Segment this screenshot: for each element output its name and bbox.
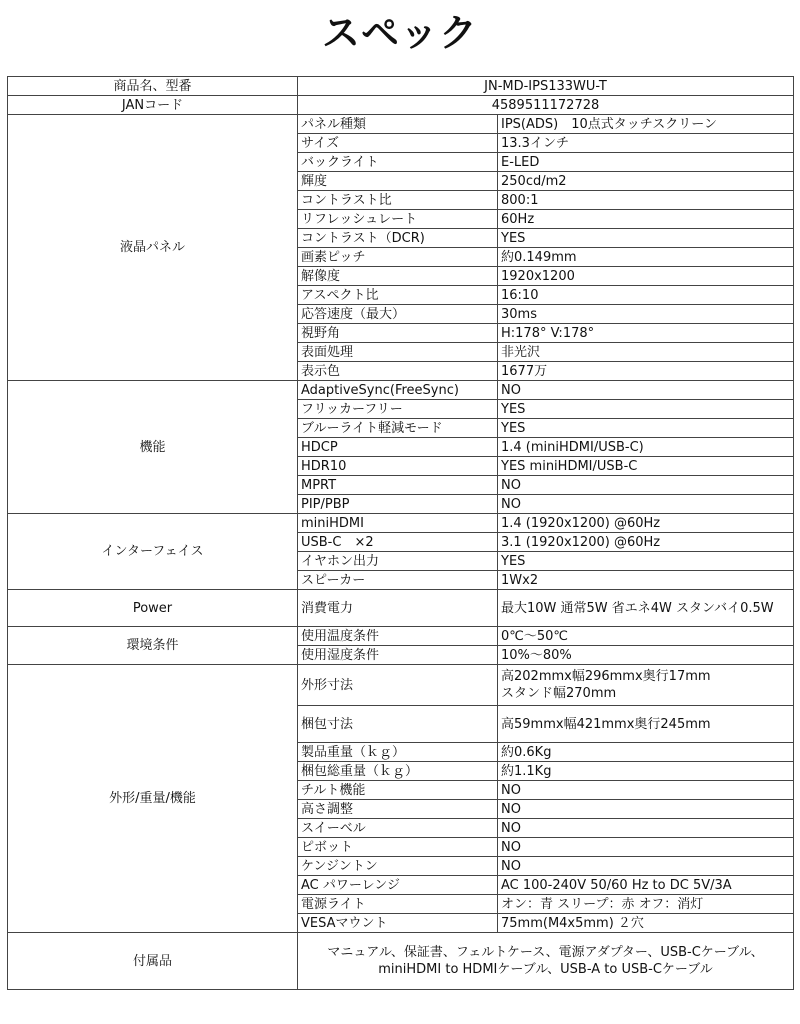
spec-label: 表面処理: [298, 343, 498, 362]
spec-value: 10%～80%: [498, 646, 794, 665]
spec-label: 使用温度条件: [298, 627, 498, 646]
accessories-label: 付属品: [8, 933, 298, 990]
category-features: 機能: [8, 381, 298, 514]
spec-label: イヤホン出力: [298, 552, 498, 571]
spec-value: 高59mmx幅421mmx奥行245mm: [498, 706, 794, 743]
category-dimensions: 外形/重量/機能: [8, 665, 298, 933]
spec-label: 画素ピッチ: [298, 248, 498, 267]
spec-value: 1677万: [498, 362, 794, 381]
spec-value: YES: [498, 400, 794, 419]
spec-label: ピボット: [298, 838, 498, 857]
spec-label: リフレッシュレート: [298, 210, 498, 229]
table-row: [8, 514, 794, 533]
spec-label: 消費電力: [298, 590, 498, 627]
spec-value: 13.3インチ: [498, 134, 794, 153]
spec-value: 1Wx2: [498, 571, 794, 590]
spec-label: HDR10: [298, 457, 498, 476]
spec-label: AC パワーレンジ: [298, 876, 498, 895]
spec-value: YES miniHDMI/USB-C: [498, 457, 794, 476]
category-interface: インターフェイス: [8, 514, 298, 590]
table-row: [8, 115, 794, 134]
spec-value: YES: [498, 229, 794, 248]
spec-value: 3.1 (1920x1200) @60Hz: [498, 533, 794, 552]
spec-value: 最大10W 通常5W 省エネ4W スタンバイ0.5W: [498, 590, 794, 627]
spec-label: スピーカー: [298, 571, 498, 590]
accessories-line: マニュアル、保証書、フェルトケース、電源アダプター、USB-Cケーブル、: [327, 945, 764, 960]
spec-value: 75mm(M4x5mm) ２穴: [498, 914, 794, 933]
table-row: [8, 96, 794, 115]
product-name-value: JN-MD-IPS133WU-T: [298, 77, 794, 96]
spec-label: ケンジントン: [298, 857, 498, 876]
spec-value: NO: [498, 838, 794, 857]
spec-table: [7, 76, 794, 990]
spec-value: E-LED: [498, 153, 794, 172]
spec-value: NO: [498, 781, 794, 800]
table-row: [8, 665, 794, 706]
spec-value: NO: [498, 476, 794, 495]
spec-value: [498, 665, 794, 706]
spec-value: オン：青 スリープ：赤 オフ：消灯: [498, 895, 794, 914]
spec-label: ブルーライト軽減モード: [298, 419, 498, 438]
spec-value: NO: [498, 819, 794, 838]
spec-label: コントラスト比: [298, 191, 498, 210]
category-environment: 環境条件: [8, 627, 298, 665]
spec-label: パネル種類: [298, 115, 498, 134]
spec-value: 60Hz: [498, 210, 794, 229]
spec-label: 使用湿度条件: [298, 646, 498, 665]
product-name-label: 商品名、型番: [8, 77, 298, 96]
spec-value: NO: [498, 381, 794, 400]
table-row: [8, 77, 794, 96]
spec-value: 800:1: [498, 191, 794, 210]
spec-value: NO: [498, 857, 794, 876]
table-row: [8, 381, 794, 400]
spec-value: 1920x1200: [498, 267, 794, 286]
spec-label: チルト機能: [298, 781, 498, 800]
spec-label: PIP/PBP: [298, 495, 498, 514]
spec-label: バックライト: [298, 153, 498, 172]
spec-value: YES: [498, 419, 794, 438]
spec-value: 約1.1Kg: [498, 762, 794, 781]
accessories-line: miniHDMI to HDMIケーブル、USB-A to USB-Cケーブル: [378, 962, 713, 977]
dimensions-line: 高202mmx幅296mmx奥行17mm: [501, 669, 711, 684]
spec-value: 1.4 (1920x1200) @60Hz: [498, 514, 794, 533]
spec-value: AC 100-240V 50/60 Hz to DC 5V/3A: [498, 876, 794, 895]
spec-label: 輝度: [298, 172, 498, 191]
jan-code-value: 4589511172728: [298, 96, 794, 115]
spec-label: アスペクト比: [298, 286, 498, 305]
spec-label: 外形寸法: [298, 665, 498, 706]
jan-code-label: JANコード: [8, 96, 298, 115]
spec-value: H:178° V:178°: [498, 324, 794, 343]
spec-label: フリッカーフリー: [298, 400, 498, 419]
spec-label: MPRT: [298, 476, 498, 495]
spec-value: 16:10: [498, 286, 794, 305]
spec-value: 約0.6Kg: [498, 743, 794, 762]
page-title: スペック: [321, 11, 478, 55]
spec-label: 応答速度（最大）: [298, 305, 498, 324]
spec-label: 視野角: [298, 324, 498, 343]
spec-value: 1.4 (miniHDMI/USB-C): [498, 438, 794, 457]
spec-label: スイーベル: [298, 819, 498, 838]
spec-label: AdaptiveSync(FreeSync): [298, 381, 498, 400]
spec-value: YES: [498, 552, 794, 571]
category-lcd-panel: 液晶パネル: [8, 115, 298, 381]
spec-label: コントラスト（DCR): [298, 229, 498, 248]
spec-label: HDCP: [298, 438, 498, 457]
spec-label: サイズ: [298, 134, 498, 153]
accessories-value: [298, 933, 794, 990]
spec-value: NO: [498, 800, 794, 819]
table-row: [8, 933, 794, 990]
spec-value: 非光沢: [498, 343, 794, 362]
spec-label: USB-C ×2: [298, 533, 498, 552]
spec-label: 梱包総重量（ｋｇ）: [298, 762, 498, 781]
spec-label: VESAマウント: [298, 914, 498, 933]
spec-label: 製品重量（ｋｇ）: [298, 743, 498, 762]
spec-label: 電源ライト: [298, 895, 498, 914]
spec-value: 250cd/m2: [498, 172, 794, 191]
category-power: Power: [8, 590, 298, 627]
spec-label: 解像度: [298, 267, 498, 286]
spec-label: 表示色: [298, 362, 498, 381]
spec-label: 梱包寸法: [298, 706, 498, 743]
spec-value: IPS(ADS) 10点式タッチスクリーン: [498, 115, 794, 134]
spec-label: miniHDMI: [298, 514, 498, 533]
spec-value: NO: [498, 495, 794, 514]
spec-label: 高さ調整: [298, 800, 498, 819]
table-row: [8, 590, 794, 627]
stand-width-line: スタンド幅270mm: [501, 686, 617, 701]
table-row: [8, 627, 794, 646]
spec-value: 30ms: [498, 305, 794, 324]
spec-value: 0℃～50℃: [498, 627, 794, 646]
spec-value: 約0.149mm: [498, 248, 794, 267]
